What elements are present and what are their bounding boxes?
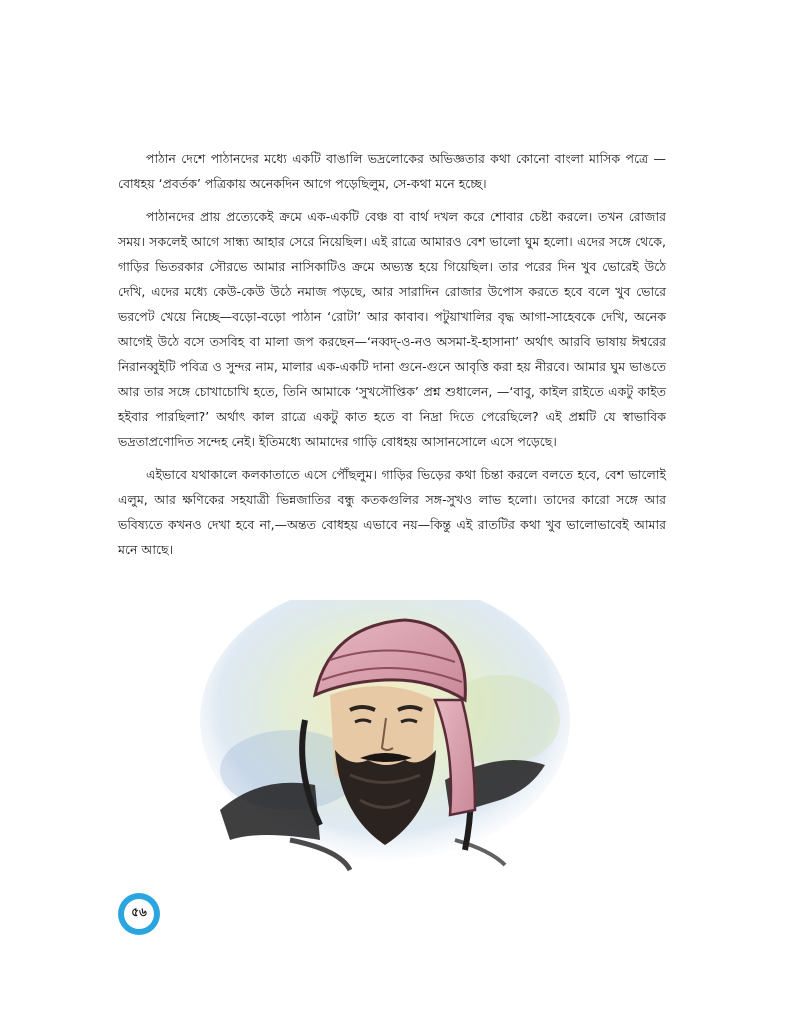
paragraph-3: এইভাবে যথাকালে কলকাতাতে এসে পৌঁছলুম। গাড়ির ভিড়ের কথা চিন্তা করলে বলতে হবে, বেশ ভালোই এলুম, আর ক্ষণিকের সহযাত্রী ভিন্নজাতির বন্ধু কতকগুলির সঙ্গ-সুখও লাভ হলো। তাদের কারো সঙ্গে আর ভবিষ্যতে কখনও দেখা হবে না,—অন্তত বোধহয় এভাবে নয়—কিন্তু এই রাতটির কথা খুব ভালোভাবেই আমার মনে আছে। <box>118 467 666 557</box>
paragraph-1: পাঠান দেশে পাঠানদের মধ্যে একটি বাঙালি ভদ্রলোকের অভিজ্ঞতার কথা কোনো বাংলা মাসিক পত্রে — বোধহয় ‘প্রবর্তক’ পত্রিকায় অনেকদিন আগে পড়েছিলুম, সে-কথা মনে হচ্ছে। <box>118 151 666 191</box>
bearded-man-turban-illustration <box>200 600 570 900</box>
paragraph-2: পাঠানদের প্রায় প্রত্যেকেই ক্রমে এক-একটি বেঞ্চ বা বার্থ দখল করে শোবার চেষ্টা করলে। তখন রোজার সময়। সকলেই আগে সান্ধ্য আহার সেরে নিয়েছিল। এই রাত্রে আমারও বেশ ভালো ঘুম হলো। এদের সঙ্গে থেকে, গাড়ির ভিতরকার সৌরভে আমার নাসিকাটিও ক্রমে অভ্যস্ত হয়ে গিয়েছিল। তার পরের দিন খুব ভোরেই উঠে দেখি, এদের মধ্যে কেউ-কেউ উঠে নমাজ পড়ছে, আর সারাদিন রোজার উপোস করতে হবে বলে খুব ভোরে ভরপেট খেয়ে নিচ্ছে—বড়ো-বড়ো পাঠান ‘রোটা’ আর কাবাব। পটুয়াখালির বৃদ্ধ আগা-সাহেবকে দেখি, অনেক আগেই উঠে বসে তসবিহ বা মালা জপ করছেন—‘নব্বদ্-ও-নও অসমা-ই-হাসানা’ অর্থাৎ আরবি ভাষায় ঈশ্বরের নিরানব্বুইটি পবিত্র ও সুন্দর নাম, মালার এক-একটি দানা গুনে-গুনে আবৃত্তি করা হয় নীরবে। আমার ঘুম ভাঙতে আর তার সঙ্গে চোখাচোখি হতে, তিনি আমাকে ‘সুখসৌপ্তিক’ প্রশ্ন শুধালেন, —‘বাবু, কাইল রাইতে একটু কাইত হইবার পারছিলা?’ অর্থাৎ কাল রাত্রে একটু কাত হতে বা নিদ্রা দিতে পেরেছিলে? এই প্রশ্নটি যে স্বাভাবিক ভদ্রতাপ্রণোদিত সন্দেহ নেই। ইতিমধ্যে আমাদের গাড়ি বোধহয় আসানসোলে এসে পড়েছে। <box>118 209 666 449</box>
page-number: ৫৬ <box>124 899 154 929</box>
body-text <box>118 146 666 570</box>
page-number-badge <box>118 893 160 935</box>
